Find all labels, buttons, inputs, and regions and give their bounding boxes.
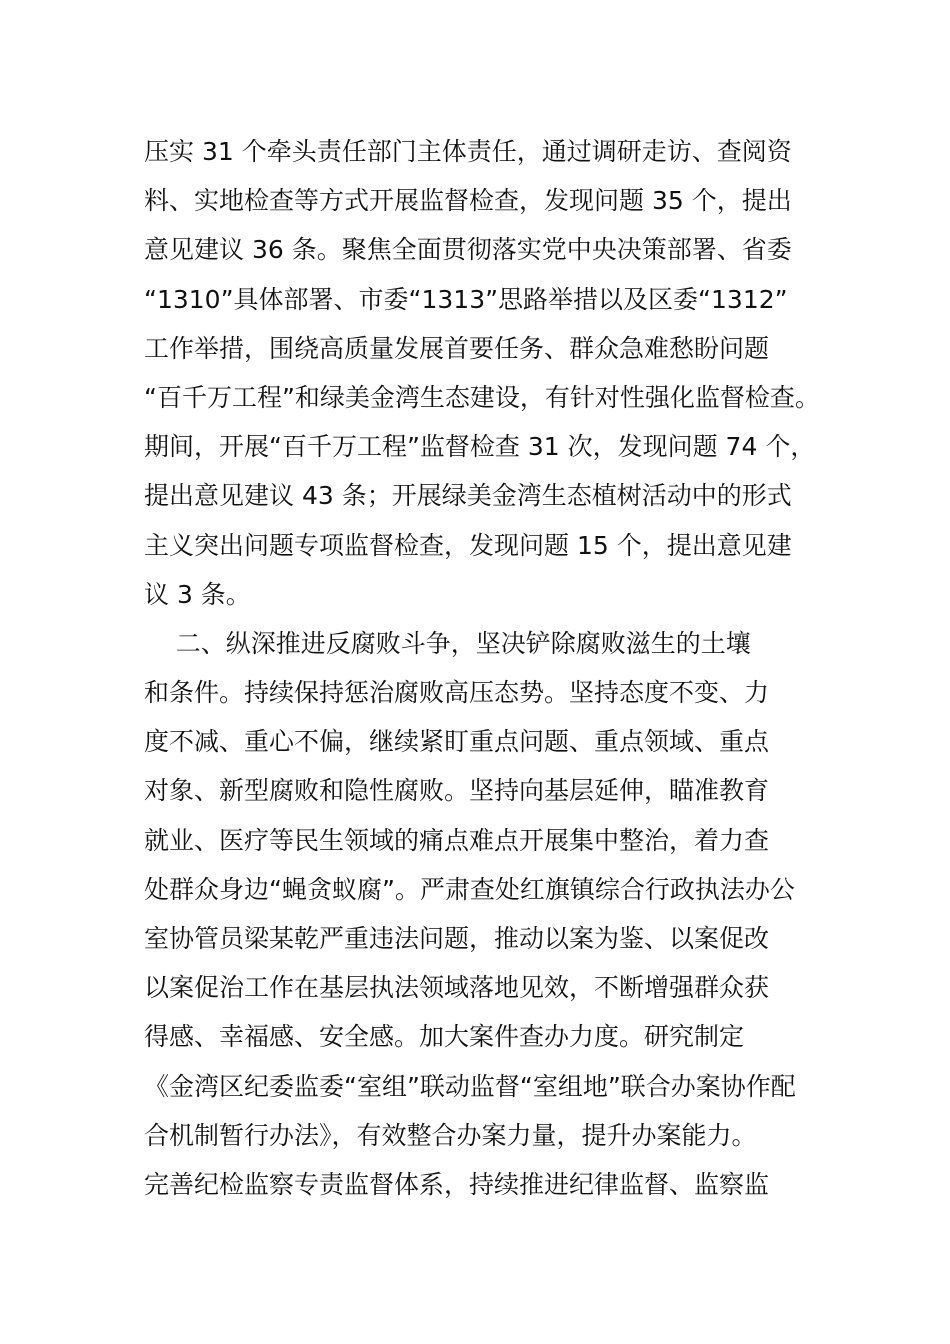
- text-line: 以案促治工作在基层执法领域落地见效，不断增强群众获: [144, 973, 770, 1003]
- text-line: “百千万工程”和绿美金湾生态建设，有针对性强化监督检查。: [144, 382, 820, 412]
- section-heading-line: 二、纵深推进反腐败斗争，坚决铲除腐败滋生的土壤: [144, 628, 751, 658]
- text-line: 完善纪检监察专责监督体系，持续推进纪律监督、监察监: [144, 1169, 770, 1199]
- text-line: 议 3 条。: [144, 579, 251, 609]
- text-line: 《金湾区纪委监委“室组”联动监督“室组地”联合办案协作配: [144, 1071, 796, 1101]
- text-line: 对象、新型腐败和隐性腐败。坚持向基层延伸，瞄准教育: [144, 776, 770, 806]
- text-line: 工作举措，围绕高质量发展首要任务、群众急难愁盼问题: [144, 333, 770, 363]
- text-line: 期间，开展“百千万工程”监督检查 31 次，发现问题 74 个，: [144, 432, 816, 462]
- text-line: 得感、幸福感、安全感。加大案件查办力度。研究制定: [144, 1022, 745, 1052]
- text-line: 就业、医疗等民生领域的痛点难点开展集中整治，着力查: [144, 825, 770, 855]
- text-line: 料、实地检查等方式开展监督检查，发现问题 35 个，提出: [144, 186, 792, 216]
- text-line: 意见建议 36 条。聚焦全面贯彻落实党中央决策部署、省委: [144, 235, 792, 265]
- text-line: 和条件。持续保持惩治腐败高压态势。坚持态度不变、力: [144, 678, 770, 708]
- text-line: 处群众身边“蝇贪蚁腐”。严肃查处红旗镇综合行政执法办公: [144, 874, 795, 904]
- text-line: 合机制暂行办法》，有效整合办案力量，提升办案能力。: [144, 1120, 757, 1150]
- text-line: “1310”具体部署、市委“1313”思路举措以及区委“1312”: [144, 284, 788, 314]
- text-line: 主义突出问题专项监督检查，发现问题 15 个，提出意见建: [144, 530, 792, 560]
- text-line: 提出意见建议 43 条；开展绿美金湾生态植树活动中的形式: [144, 481, 792, 511]
- text-line: 度不减、重心不偏，继续紧盯重点问题、重点领域、重点: [144, 727, 770, 757]
- text-line: 室协管员梁某乾严重违法问题，推动以案为鉴、以案促改: [144, 924, 770, 953]
- text-line: 压实 31 个牵头责任部门主体责任，通过调研走访、查阅资: [144, 137, 792, 166]
- body-text: [144, 131, 844, 1213]
